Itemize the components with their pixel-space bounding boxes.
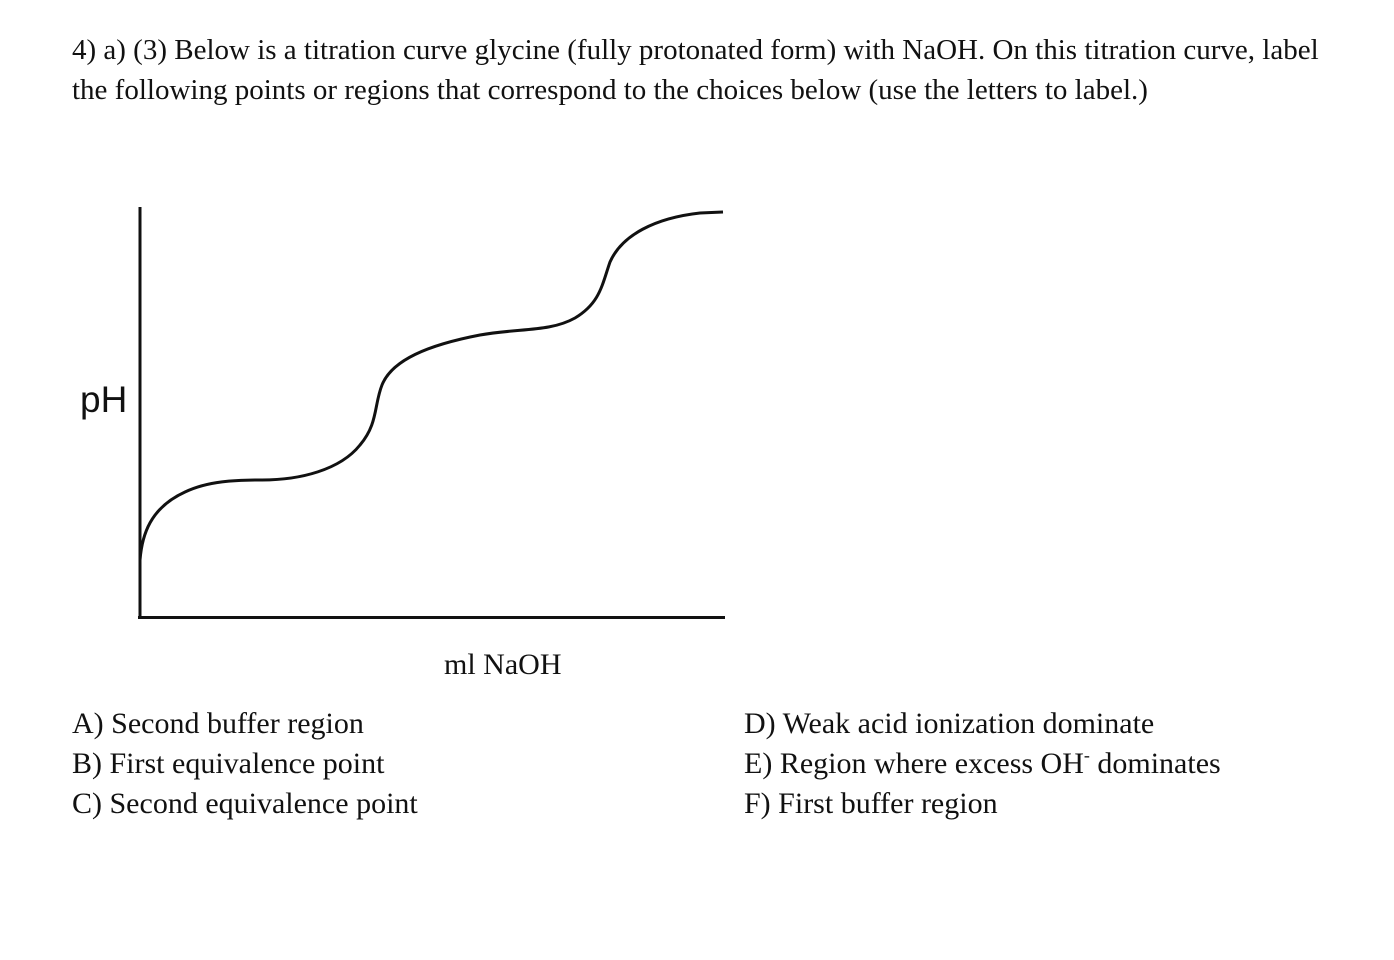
choice-f: F) First buffer region (744, 787, 998, 820)
choice-e-text: E) Region where excess OH (744, 747, 1084, 780)
x-axis-label: ml NaOH (444, 648, 562, 681)
choice-e (744, 744, 1221, 784)
choices-left (72, 704, 418, 824)
choices-right (744, 704, 1221, 824)
titration-curve (140, 212, 723, 560)
choice-a: A) Second buffer region (72, 707, 364, 740)
choice-c: C) Second equivalence point (72, 787, 418, 820)
choice-e-text-end: dominates (1089, 747, 1221, 780)
choice-e-superscript: - (1083, 745, 1090, 765)
choice-b: B) First equivalence point (72, 747, 385, 780)
choice-d: D) Weak acid ionization dominate (744, 707, 1155, 740)
question-text: 4) a) (3) Below is a titration curve glycine (fully protonated form) with NaOH. On this titration curve, label the following points or regions that correspond to the choices below (use the letters to label.) (72, 34, 1319, 106)
y-axis-label: pH (80, 379, 128, 420)
